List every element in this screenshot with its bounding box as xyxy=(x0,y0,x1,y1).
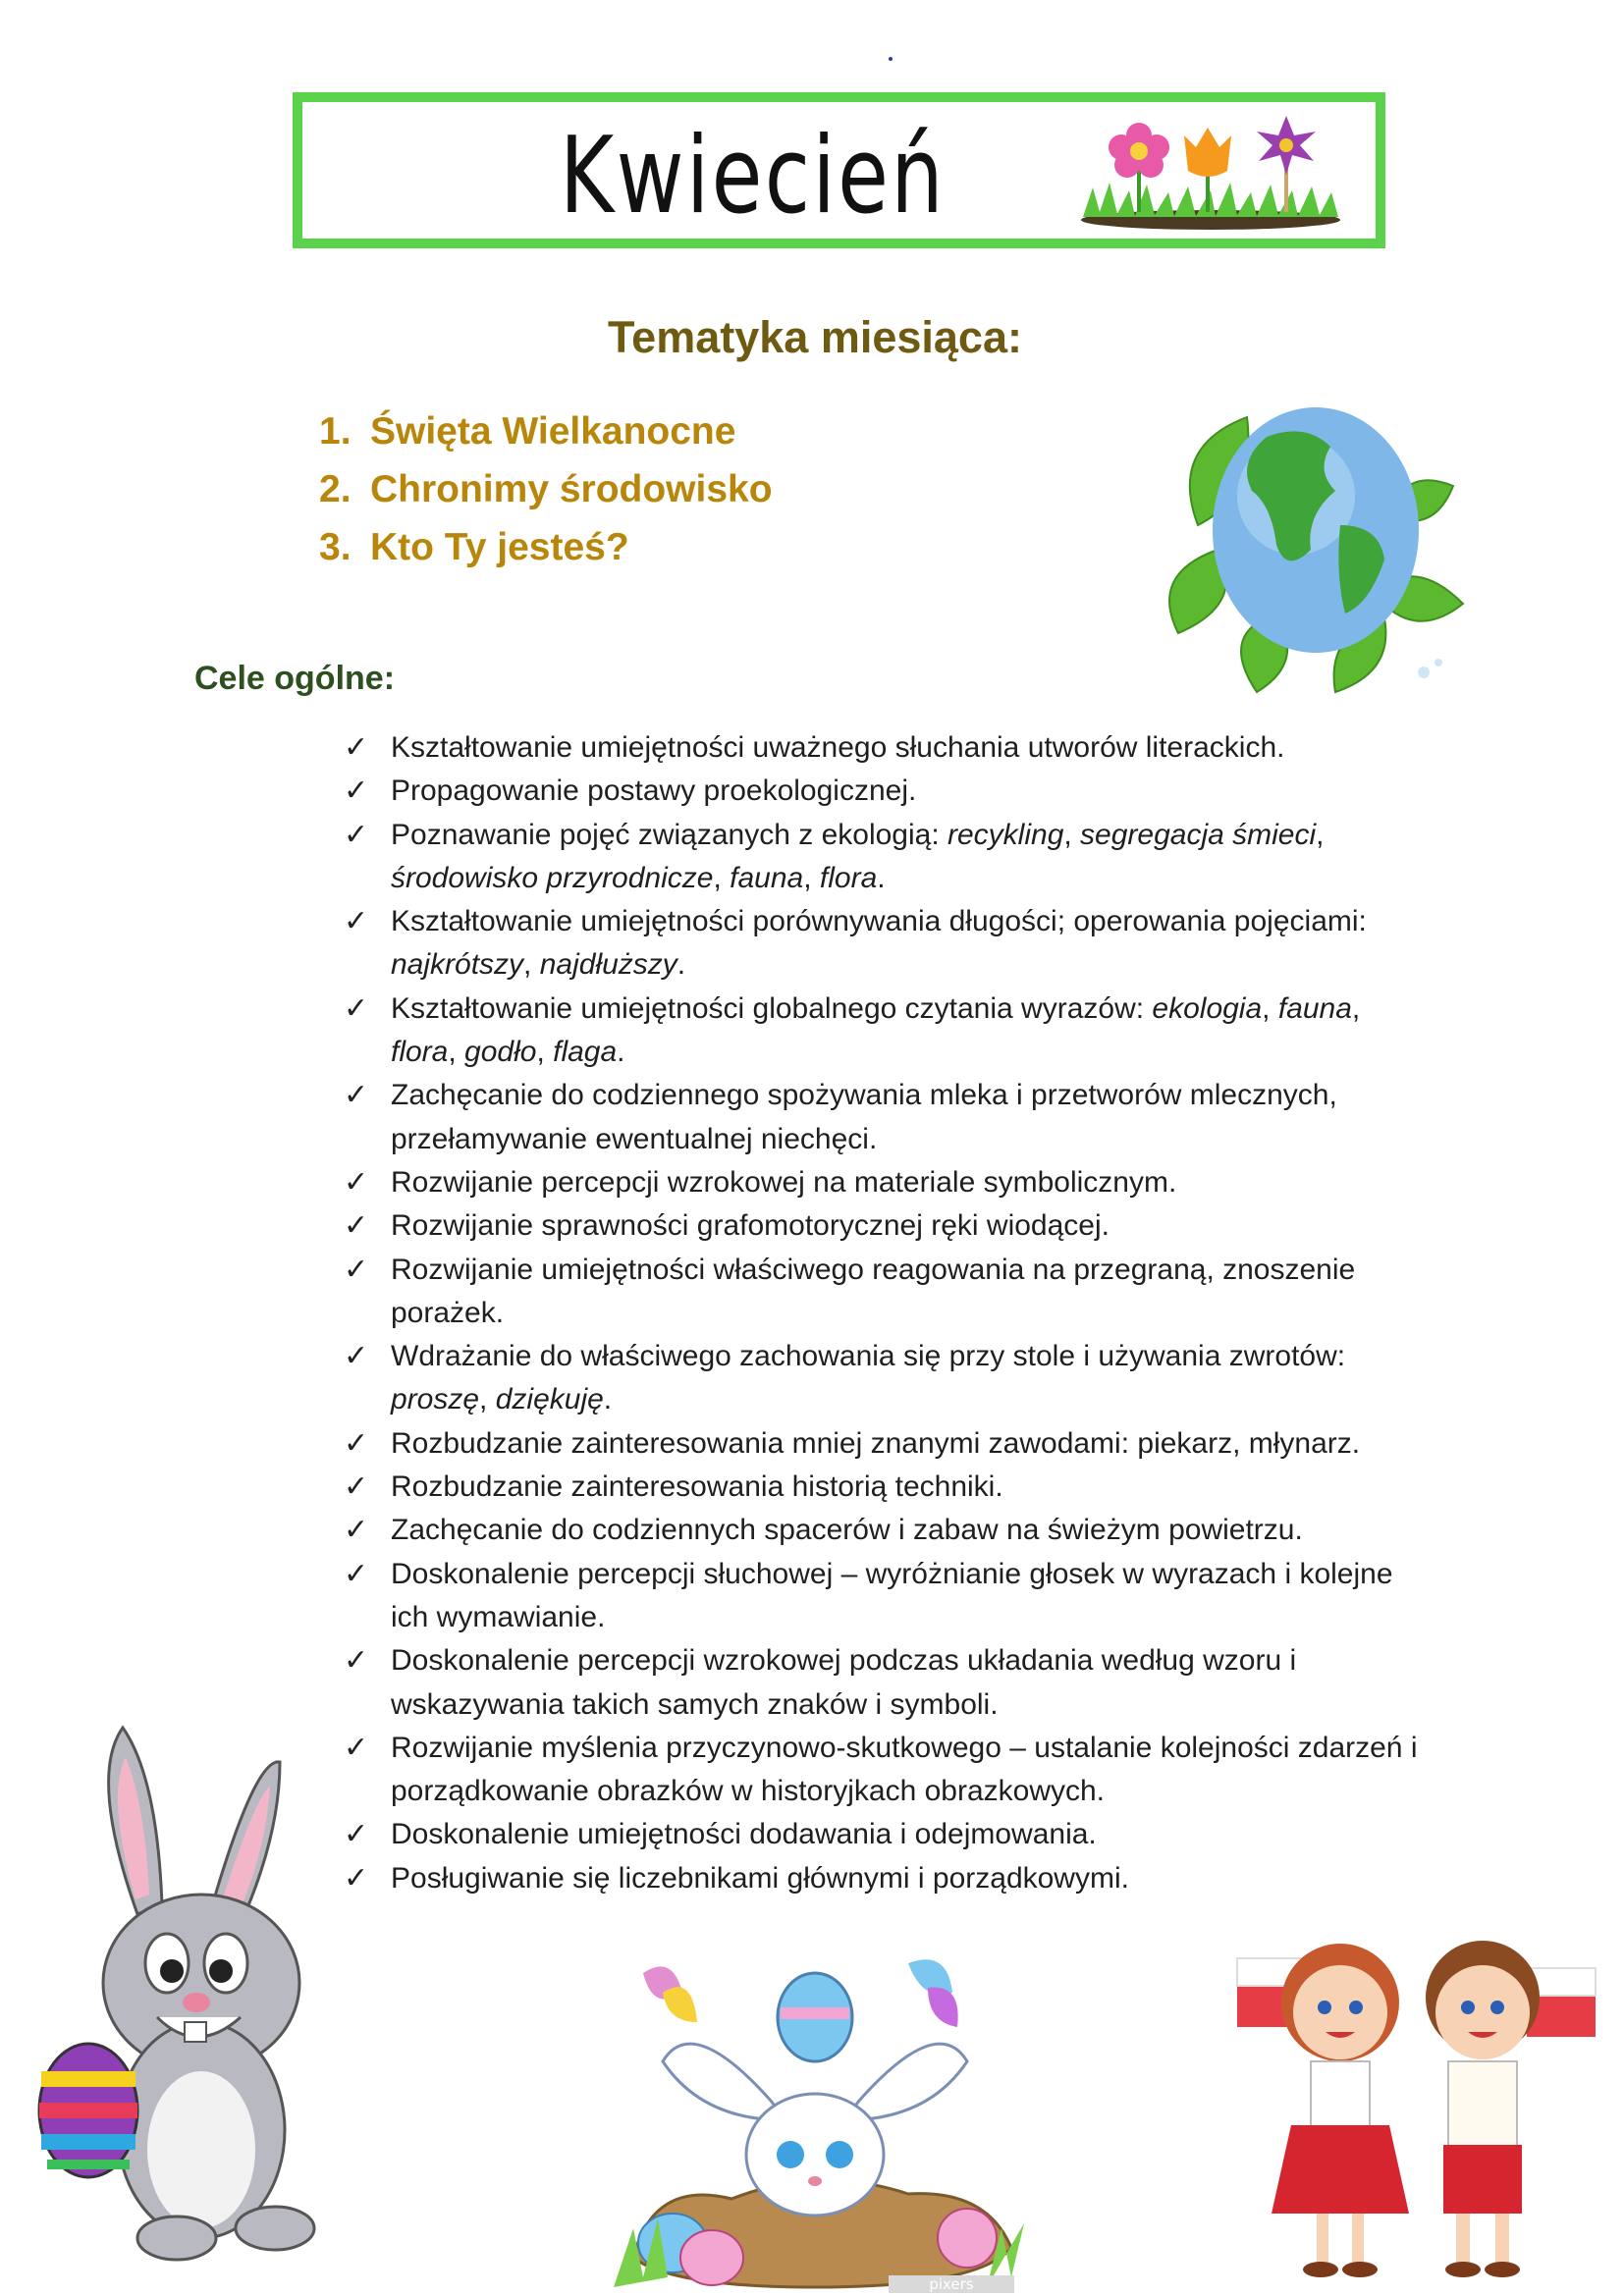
goal-text: Rozbudzanie zainteresowania mniej znanymi zawodami: piekarz, młynarz. xyxy=(391,1426,1361,1460)
checkmark-icon: ✓ xyxy=(344,1557,369,1590)
goal-text: Kształtowanie umiejętności globalnego czytania wyrazów: ekologia, fauna, flora, godło, flaga. xyxy=(391,991,1361,1069)
goal-item xyxy=(344,1074,1434,1161)
goal-item xyxy=(344,900,1434,988)
checkmark-icon: ✓ xyxy=(344,1079,369,1112)
goal-text: Rozwijanie percepcji wzrokowej na materiale symbolicznym. xyxy=(391,1165,1177,1199)
themes-list xyxy=(319,402,773,576)
goal-text: Zachęcanie do codziennych spacerów i zabaw na świeżym powietrzu. xyxy=(391,1514,1303,1547)
goal-item xyxy=(344,988,1434,1075)
goal-item xyxy=(344,1553,1434,1640)
theme-label: Chronimy środowisko xyxy=(370,468,773,510)
goals-title: Cele ogólne: xyxy=(194,660,396,697)
page-dot xyxy=(889,57,893,61)
goal-item xyxy=(344,1466,1434,1509)
goal-item xyxy=(344,1161,1434,1204)
checkmark-icon: ✓ xyxy=(344,1470,369,1504)
easter-bunny-illustration xyxy=(29,1718,344,2268)
theme-number: 2. xyxy=(319,468,352,510)
bunny-in-hole-illustration xyxy=(614,1953,1026,2292)
goal-item xyxy=(344,814,1434,901)
children-flags-illustration xyxy=(1232,1914,1605,2292)
goal-text: Doskonalenie umiejętności dodawania i odejmowania. xyxy=(391,1818,1097,1851)
checkmark-icon: ✓ xyxy=(344,1861,369,1895)
checkmark-icon: ✓ xyxy=(344,1340,369,1373)
goal-text: Wdrażanie do właściwego zachowania się przy stole i używania zwrotów: proszę, dziękuję. xyxy=(391,1340,1346,1416)
goal-item xyxy=(344,1335,1434,1422)
month-banner xyxy=(293,92,1385,248)
checkmark-icon: ✓ xyxy=(344,1818,369,1851)
theme-label: Święta Wielkanocne xyxy=(370,410,736,453)
theme-item xyxy=(319,402,773,460)
checkmark-icon: ✓ xyxy=(344,905,369,938)
checkmark-icon: ✓ xyxy=(344,774,369,808)
goal-text: Doskonalenie percepcji słuchowej – wyróżnianie głosek w wyrazach i kolejne ich wymawianie. xyxy=(391,1557,1393,1633)
goal-text: Kształtowanie umiejętności uważnego słuchania utworów literackich. xyxy=(391,731,1285,764)
checkmark-icon: ✓ xyxy=(344,1514,369,1547)
flowers-illustration xyxy=(1078,114,1343,232)
goal-item xyxy=(344,1204,1434,1248)
checkmark-icon: ✓ xyxy=(344,1209,369,1243)
globe-leaves-illustration xyxy=(1159,378,1473,702)
goal-text: Poznawanie pojęć związanych z ekologią: recykling, segregacja śmieci, środowisko przyrodnicze, fauna, flora. xyxy=(391,818,1325,894)
goal-text: Propagowanie postawy proekologicznej. xyxy=(391,774,917,808)
checkmark-icon: ✓ xyxy=(344,1731,369,1764)
goal-item xyxy=(344,726,1434,770)
goal-item xyxy=(344,1639,1434,1727)
checkmark-icon: ✓ xyxy=(344,1426,369,1460)
goal-text: Rozwijanie sprawności grafomotorycznej ręki wiodącej. xyxy=(391,1209,1110,1243)
goals-list xyxy=(344,726,1434,1900)
checkmark-icon: ✓ xyxy=(344,731,369,764)
theme-number: 1. xyxy=(319,410,352,453)
checkmark-icon: ✓ xyxy=(344,1253,369,1286)
checkmark-icon: ✓ xyxy=(344,1644,369,1678)
watermark: pixers xyxy=(889,2275,1014,2293)
goal-item xyxy=(344,770,1434,813)
theme-item xyxy=(319,460,773,518)
goal-text: Zachęcanie do codziennego spożywania mleka i przetworów mlecznych, przełamywanie ewentualnej niechęci. xyxy=(391,1079,1337,1155)
goal-item xyxy=(344,1509,1434,1552)
theme-item xyxy=(319,518,773,576)
goal-item xyxy=(344,1249,1434,1336)
goal-text: Kształtowanie umiejętności porównywania długości; operowania pojęciami: najkrótszy, najdłuższy. xyxy=(391,905,1367,982)
checkmark-icon: ✓ xyxy=(344,818,369,851)
themes-title: Tematyka miesiąca: xyxy=(608,312,1022,362)
goal-item xyxy=(344,1422,1434,1466)
goal-text: Posługiwanie się liczebnikami głównymi i porządkowymi. xyxy=(391,1861,1129,1895)
goal-text: Rozwijanie myślenia przyczynowo-skutkowego – ustalanie kolejności zdarzeń i porządkowanie obrazków w historyjkach obrazkowych. xyxy=(391,1731,1418,1808)
goal-text: Rozbudzanie zainteresowania historią techniki. xyxy=(391,1470,1003,1504)
banner-title: Kwiecień xyxy=(560,115,947,238)
goal-text: Doskonalenie percepcji wzrokowej podczas układania według wzoru i wskazywania takich samych znaków i symboli. xyxy=(391,1644,1297,1721)
goal-item xyxy=(344,1727,1434,1814)
checkmark-icon: ✓ xyxy=(344,1165,369,1199)
checkmark-icon: ✓ xyxy=(344,991,369,1025)
goal-item xyxy=(344,1857,1434,1900)
theme-label: Kto Ty jesteś? xyxy=(370,526,629,568)
goal-item xyxy=(344,1813,1434,1856)
theme-number: 3. xyxy=(319,526,352,568)
goal-text: Rozwijanie umiejętności właściwego reagowania na przegraną, znoszenie porażek. xyxy=(391,1253,1356,1329)
